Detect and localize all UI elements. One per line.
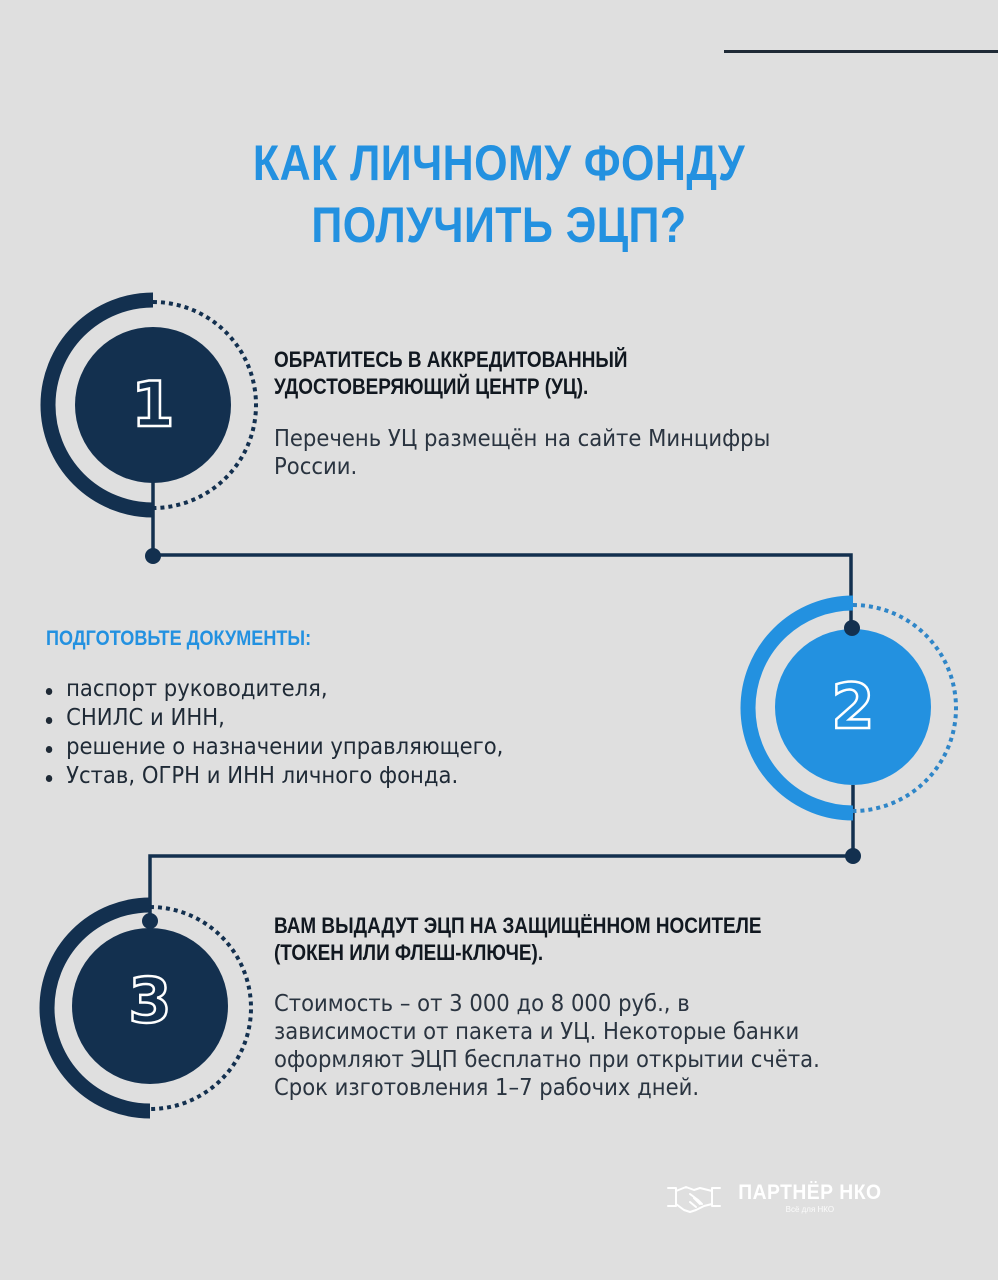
step-3-number: 3 (128, 964, 172, 1037)
connector-dot (145, 548, 161, 564)
connector-dot (142, 913, 158, 929)
step-3-body (274, 990, 820, 1102)
page-title-line-1: КАК ЛИЧНОМУ ФОНДУ (252, 135, 746, 191)
step-3-heading-line-2: (ТОКЕН ИЛИ ФЛЕШ-КЛЮЧЕ). (274, 940, 544, 965)
step-3-body-line-4: Срок изготовления 1–7 рабочих дней. (274, 1075, 700, 1101)
list-item: СНИЛС и ИНН, (44, 704, 503, 733)
step-2-number: 2 (831, 670, 875, 743)
step-1-body (274, 425, 770, 481)
logo-tagline: Всё для НКО (785, 1205, 835, 1214)
connector-dot (845, 848, 861, 864)
step-1-heading (274, 346, 627, 400)
logo-text (732, 1181, 888, 1215)
connector-dot (844, 620, 860, 636)
step-3-body-line-1: Стоимость – от 3 000 до 8 000 руб., в (274, 991, 690, 1017)
list-item: Устав, ОГРН и ИНН личного фонда. (44, 762, 503, 791)
partner-nko-logo (666, 1180, 888, 1216)
step-3-body-line-3: оформляют ЭЦП бесплатно при открытии счёта. (274, 1047, 820, 1073)
page-title-line-2: ПОЛУЧИТЬ ЭЦП? (311, 197, 687, 253)
step-3-heading (274, 912, 762, 966)
step-1-body-line-1: Перечень УЦ размещён на сайте Минцифры (274, 426, 771, 452)
step-1-body-line-2: России. (274, 454, 358, 480)
step-1-heading-line-2: УДОСТОВЕРЯЮЩИЙ ЦЕНТР (УЦ). (274, 374, 589, 399)
step-2-heading: ПОДГОТОВЬТЕ ДОКУМЕНТЫ: (46, 627, 312, 650)
step-3-body-line-2: зависимости от пакета и УЦ. Некоторые банки (274, 1019, 800, 1045)
list-item: паспорт руководителя, (44, 675, 503, 704)
handshake-icon (666, 1180, 722, 1216)
list-item: решение о назначении управляющего, (44, 733, 503, 762)
step-1-heading-line-1: ОБРАТИТЕСЬ В АККРЕДИТОВАННЫЙ (274, 347, 628, 372)
logo-name: ПАРТНЁР НКО (738, 1181, 882, 1204)
step-3-heading-line-1: ВАМ ВЫДАДУТ ЭЦП НА ЗАЩИЩЁННОМ НОСИТЕЛЕ (274, 913, 762, 938)
documents-list (44, 675, 503, 791)
step-1-number: 1 (131, 368, 175, 441)
